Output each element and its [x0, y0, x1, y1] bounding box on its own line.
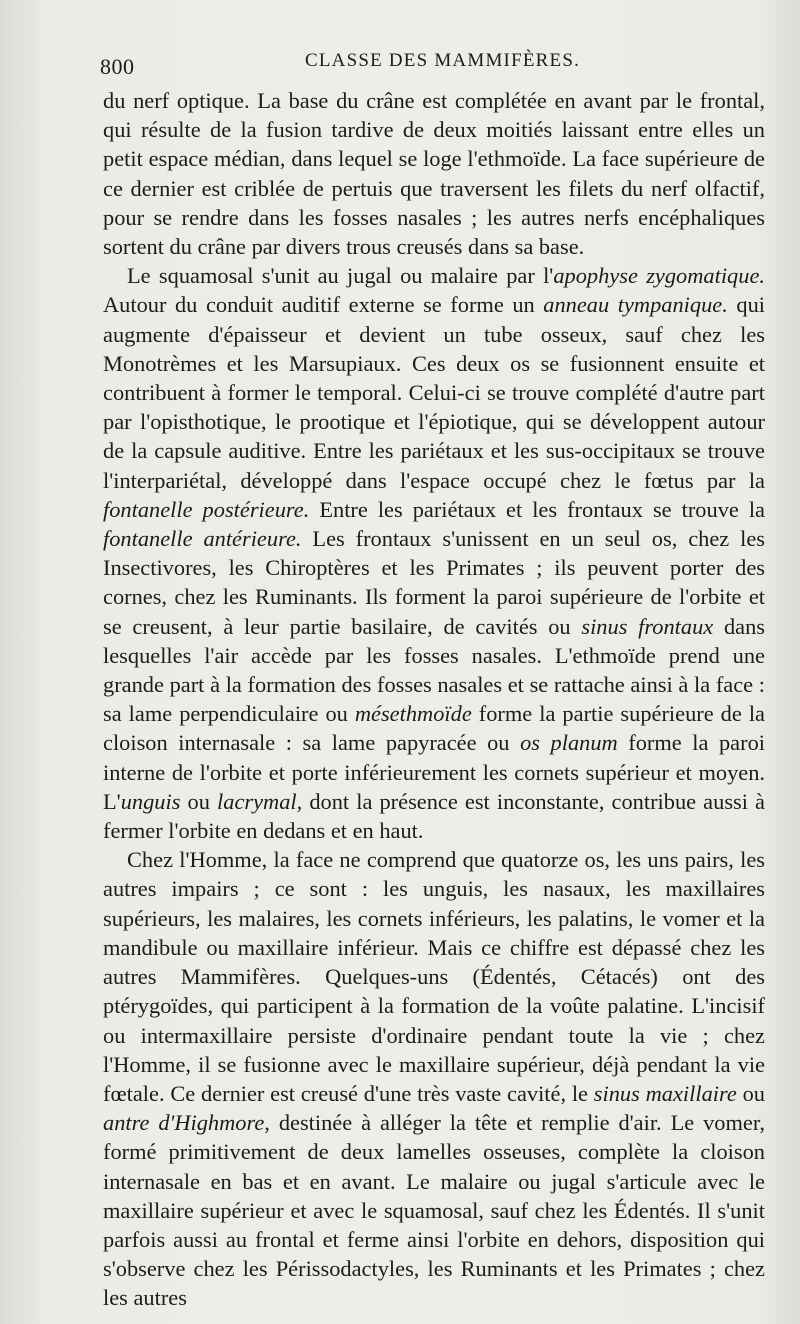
- text-run: forme la paroi interne de l'orbite et porte inférieurement les cornets supérieur et moyen. L': [103, 730, 765, 814]
- italic-term: anneau tympanique.: [543, 292, 728, 318]
- text-run: dont la présence est inconstante, contribue aussi à fermer l'orbite en dedans et en haut.: [103, 788, 765, 844]
- italic-term: mésethmoïde: [354, 701, 472, 727]
- text-run: qui augmente d'épaisseur et devient un tube osseux, sauf chez les Monotrèmes et les Marsupiaux. Ces deux os se fusionnent ensuite et contribuent à former le temporal. Celui-ci se trouve complété d'autre part par l'opisthotique, le prootique et l'épiotique, qui se développent autour de la capsule auditive. Entre les pariétaux et les sus-occipitaux se trouve l'interpariétal, développé dans l'espace occupé chez le fœtus par la: [103, 292, 765, 493]
- italic-term: antre d'Highmore,: [103, 1110, 270, 1136]
- body-text: [103, 86, 765, 1313]
- italic-term: sinus frontaux: [581, 613, 714, 639]
- italic-term: unguis: [120, 788, 181, 814]
- page-number: 800: [100, 54, 135, 79]
- paragraph: [103, 845, 765, 1312]
- italic-term: fontanelle antérieure.: [103, 526, 302, 552]
- italic-term: apophyse zygomatique.: [553, 263, 765, 289]
- text-run: du nerf optique. La base du crâne est complétée en avant par le frontal, qui résulte de la fusion tardive de deux moitiés laissant entre elles un petit espace médian, dans lequel se loge l'ethmoïde. La face supérieure de ce dernier est criblée de pertuis que traversent les filets du nerf olfactif, pour se rendre dans les fosses nasales ; les autres nerfs encéphaliques sortent du crâne par divers trous creusés dans sa base.: [103, 88, 765, 260]
- text-run: Le squamosal s'unit au jugal ou malaire par l': [127, 263, 554, 289]
- text-run: Les frontaux s'unissent en un seul os, chez les Insectivores, les Chiroptères et les Primates ; ils peuvent porter des cornes, chez les Ruminants. Ils forment la paroi supérieure de l'orbite et se creusent, à leur partie basilaire, de cavités ou: [103, 526, 765, 639]
- page-header: [100, 46, 764, 78]
- text-run: dans lesquelles l'air accède par les fosses nasales. L'ethmoïde prend une grande part à la formation des fosses nasales et se rattache ainsi à la face : sa lame perpendiculaire ou: [103, 613, 765, 727]
- text-run: destinée à alléger la tête et remplie d'air. Le vomer, formé primitivement de deux lamelles osseuses, complète la cloison internasale en bas et en avant. Le malaire ou jugal s'articule avec le maxillaire supérieur et avec le squamosal, sauf chez les Édentés. Il s'unit parfois aussi au frontal et ferme ainsi l'orbite en dehors, disposition qui s'observe chez les Périssodactyles, les Ruminants et les Primates ; chez les autres: [103, 1110, 766, 1311]
- text-run: forme la partie supérieure de la cloison internasale : sa lame papyracée ou: [103, 701, 765, 756]
- text-run: Chez l'Homme, la face ne comprend que quatorze os, les uns pairs, les autres impairs ; ce sont : les unguis, les nasaux, les maxillaires supérieurs, les malaires, les cornets inférieurs, les palatins, le vomer et la mandibule ou maxillaire inférieur. Mais ce chiffre est dépassé chez les autres Mammifères. Quelques-uns (Édentés, Cétacés) ont des ptérygoïdes, qui participent à la formation de la voûte palatine. L'incisif ou intermaxillaire persiste d'ordinaire pendant toute la vie ; chez l'Homme, il se fusionne avec le maxillaire supérieur, déjà pendant la vie fœtale. Ce dernier est creusé d'une très vaste cavité, le: [103, 847, 765, 1106]
- running-title: CLASSE DES MAMMIFÈRES.: [305, 50, 581, 71]
- italic-term: sinus maxillaire: [593, 1080, 737, 1106]
- italic-term: lacrymal,: [217, 788, 303, 814]
- text-run: ou: [736, 1080, 765, 1106]
- paragraph: [103, 86, 765, 261]
- paragraph: [103, 261, 765, 845]
- italic-term: os planum: [520, 730, 618, 756]
- text-run: Autour du conduit auditif externe se forme un: [103, 292, 544, 318]
- italic-term: fontanelle postérieure.: [103, 496, 310, 522]
- text-run: Entre les pariétaux et les frontaux se trouve la: [309, 496, 765, 522]
- text-run: ou: [180, 788, 218, 814]
